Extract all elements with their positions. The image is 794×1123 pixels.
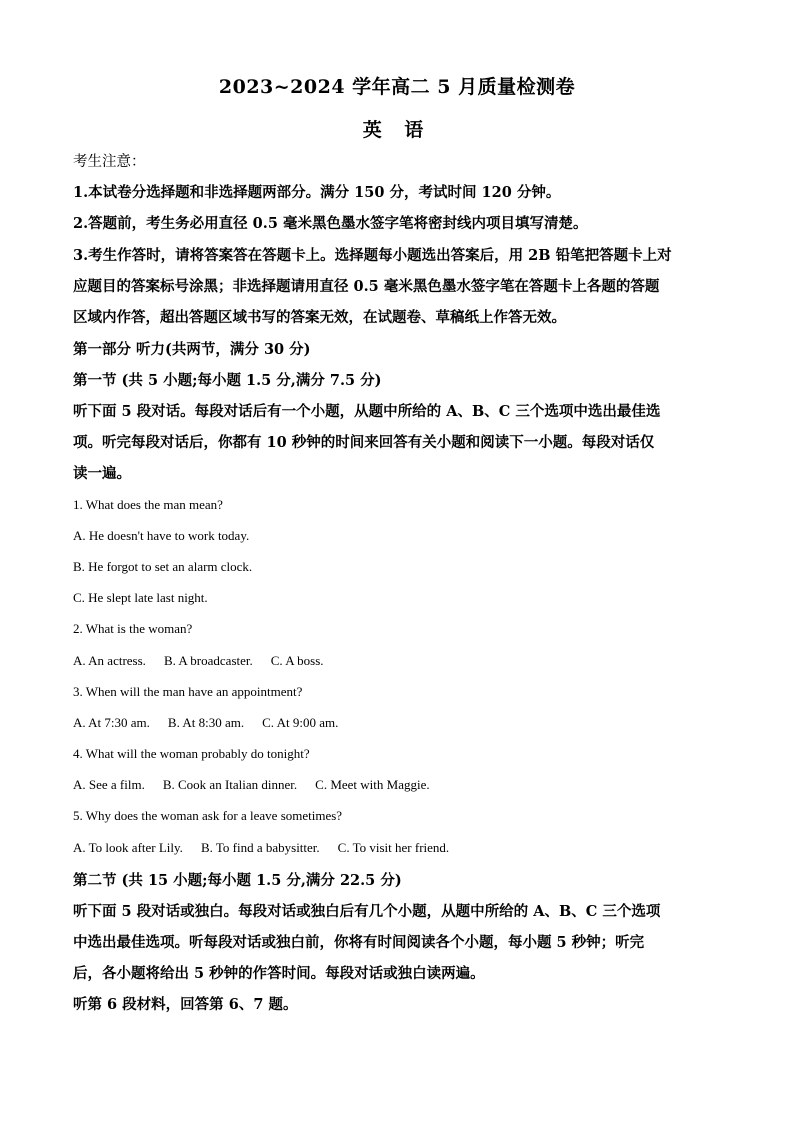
question-3-option-c: C. At 9:00 am. [262,715,339,730]
question-4-option-a: A. See a film. [73,777,145,792]
question-2-option-c: C. A boss. [270,653,324,668]
question-4-option-b: B. Cook an Italian dinner. [162,777,298,792]
question-2-option-b: B. A broadcaster. [163,653,253,668]
section1-instruction-2: 项。听完每段对话后，你都有 10 秒钟的时间来回答有关小题和阅读下一小题。每段对话仅 [73,434,655,451]
exam-title: 2023~2024 学年高二 5 月质量检测卷 [218,76,576,98]
section2-material-6: 听第 6 段材料，回答第 6、7 题。 [73,996,298,1013]
question-1-stem: 1. What does the man mean? [73,497,223,512]
section2-instruction-1: 听下面 5 段对话或独白。每段对话或独白后有几个小题，从题中所给的 A、B、C 三个选项 [73,903,661,920]
question-5-option-b: B. To find a babysitter. [200,840,320,855]
question-3-stem: 3. When will the man have an appointment? [73,684,303,699]
question-3-option-b: B. At 8:30 am. [167,715,245,730]
question-4-option-c: C. Meet with Maggie. [315,777,430,792]
notice-item-3: 3.考生作答时，请将答案答在答题卡上。选择题每小题选出答案后，用 2B 铅笔把答题卡上对 [73,247,672,264]
question-2-options [73,653,324,669]
question-5-option-a: A. To look after Lily. [73,840,183,855]
question-1-option-a: A. He doesn't have to work today. [73,528,250,543]
section2-heading: 第二节 (共 15 小题;每小题 1.5 分,满分 22.5 分) [73,872,402,889]
question-5-options [73,840,449,856]
section1-instruction-3: 读一遍。 [73,465,131,482]
question-4-options [73,777,430,793]
question-3-options [73,715,338,731]
notice-item-3-cont-1: 应题目的答案标号涂黑；非选择题请用直径 0.5 毫米黑色墨水签字笔在答题卡上各题的答题 [73,278,660,295]
notice-item-3-cont-2: 区域内作答，超出答题区域书写的答案无效，在试题卷、草稿纸上作答无效。 [73,309,566,326]
notice-item-2: 2.答题前，考生务必用直径 0.5 毫米黑色墨水签字笔将密封线内项目填写清楚。 [73,215,588,232]
notice-item-1: 1.本试卷分选择题和非选择题两部分。满分 150 分，考试时间 120 分钟。 [73,184,561,201]
part1-heading: 第一部分 听力(共两节，满分 30 分) [73,341,311,358]
exam-subject: 英 语 [362,119,432,141]
section1-instruction-1: 听下面 5 段对话。每段对话后有一个小题，从题中所给的 A、B、C 三个选项中选出最佳选 [73,403,661,420]
section1-heading: 第一节 (共 5 小题;每小题 1.5 分,满分 7.5 分) [73,372,382,389]
section2-instruction-2: 中选出最佳选项。听每段对话或独白前，你将有时间阅读各个小题，每小题 5 秒钟；听完 [73,934,645,951]
question-2-stem: 2. What is the woman? [73,621,193,636]
question-1-option-c: C. He slept late last night. [73,590,208,605]
question-5-option-c: C. To visit her friend. [337,840,450,855]
question-4-stem: 4. What will the woman probably do tonight? [73,746,310,761]
question-2-option-a: A. An actress. [73,653,146,668]
question-1-option-b: B. He forgot to set an alarm clock. [73,559,253,574]
question-3-option-a: A. At 7:30 am. [73,715,150,730]
section2-instruction-3: 后，各小题将给出 5 秒钟的作答时间。每段对话或独白读两遍。 [73,965,485,982]
notice-heading: 考生注意： [73,154,146,170]
question-5-stem: 5. Why does the woman ask for a leave sometimes? [73,808,343,823]
